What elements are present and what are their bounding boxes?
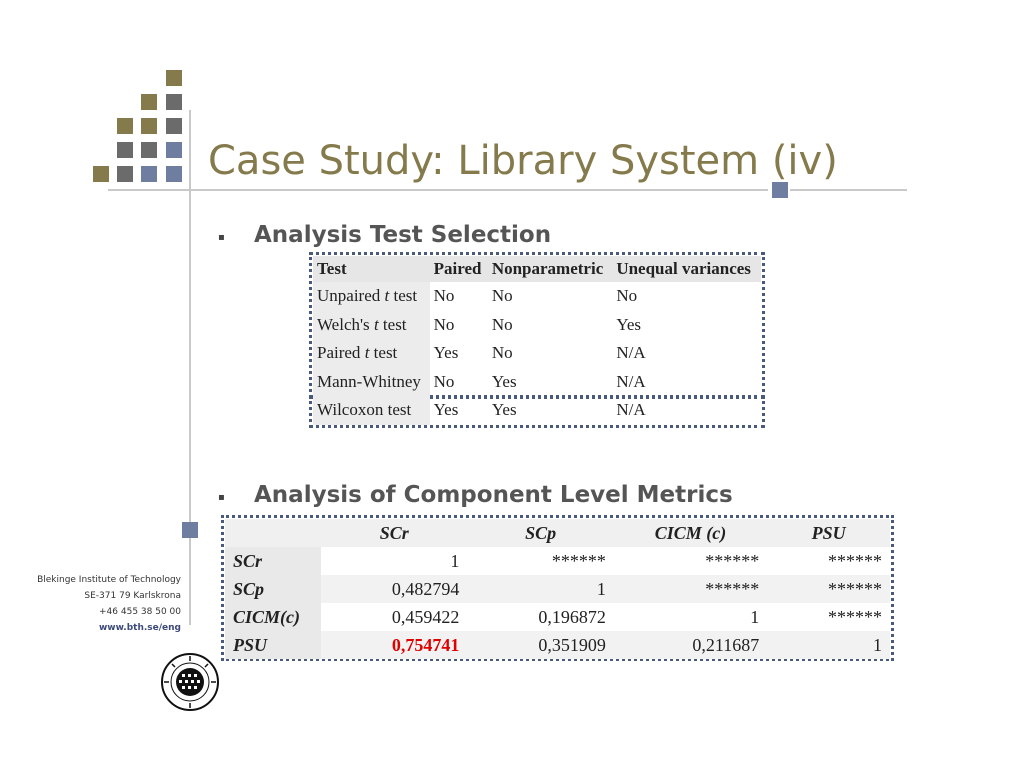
header-nonparametric: Nonparametric <box>488 256 612 282</box>
deco-square <box>117 118 133 134</box>
title-underline-left <box>108 189 768 191</box>
metric-cell: ****** <box>551 550 606 571</box>
footer-website-link[interactable]: www.bth.se/eng <box>98 623 181 633</box>
footer-institution: Blekinge Institute of Technology <box>37 575 181 585</box>
paired-cell: No <box>433 286 455 306</box>
footer-address: SE-371 79 Karlskrona <box>84 591 181 601</box>
metric-cell: 1 <box>450 550 460 571</box>
deco-square <box>141 166 157 182</box>
deco-square <box>141 142 157 158</box>
deco-square <box>166 94 182 110</box>
unequal-cell: Yes <box>616 314 642 334</box>
table-row <box>313 311 761 340</box>
deco-square <box>117 142 133 158</box>
title-underline-right <box>790 189 907 191</box>
table-row <box>225 603 890 631</box>
nonparametric-cell: No <box>491 286 513 306</box>
header-unequal-variances: Unequal variances <box>612 256 761 282</box>
table-row <box>225 631 890 659</box>
row-label: CICM(c) <box>225 603 321 631</box>
paired-cell: No <box>433 314 455 334</box>
unequal-cell: N/A <box>616 400 646 420</box>
table-row <box>313 339 761 368</box>
deco-square <box>166 166 182 182</box>
bullet-marker: ▪ <box>218 492 225 503</box>
table-row <box>225 575 890 603</box>
deco-square <box>166 70 182 86</box>
header-test: Test <box>313 256 430 282</box>
title-accent-square <box>772 182 788 198</box>
metric-cell: ****** <box>705 550 760 571</box>
bullet-marker: ▪ <box>218 232 225 243</box>
unequal-cell: No <box>616 286 638 306</box>
nonparametric-cell: Yes <box>491 371 517 391</box>
metric-cell: ****** <box>828 606 882 627</box>
metric-cell: 0,196872 <box>538 606 606 627</box>
header-scr: SCr <box>321 519 467 547</box>
table-row <box>313 368 761 397</box>
metric-cell: 1 <box>767 631 890 659</box>
metric-cell: 0,459422 <box>391 606 460 627</box>
test-name-cell: Mann-Whitney <box>313 368 430 397</box>
header-paired: Paired <box>430 256 488 282</box>
metric-cell: 0,211687 <box>614 631 767 659</box>
nonparametric-cell: No <box>491 343 513 363</box>
test-name-cell: Welch's t test <box>313 311 430 340</box>
deco-square <box>141 94 157 110</box>
table-header-row <box>313 256 761 282</box>
metric-cell: 1 <box>750 606 760 627</box>
table-row <box>313 282 761 311</box>
paired-cell: No <box>433 371 455 391</box>
table-row <box>313 396 761 425</box>
header-cicm: CICM (c) <box>614 519 767 547</box>
unequal-cell: N/A <box>616 343 646 363</box>
header-scp: SCp <box>467 519 613 547</box>
component-metrics-table <box>225 519 890 659</box>
highlighted-metric-cell: 0,754741 <box>321 631 467 659</box>
metric-cell: 1 <box>467 575 613 603</box>
metric-cell: 0,482794 <box>321 575 467 603</box>
test-name-cell: Paired t test <box>313 339 430 368</box>
metrics-header-row <box>225 519 890 547</box>
metric-cell: ****** <box>614 575 767 603</box>
deco-square <box>93 166 109 182</box>
deco-square <box>166 142 182 158</box>
deco-square <box>141 118 157 134</box>
metric-cell: 0,351909 <box>467 631 613 659</box>
paired-cell: Yes <box>433 343 459 363</box>
section-heading-component-metrics: Analysis of Component Level Metrics <box>254 482 733 508</box>
test-name-cell: Wilcoxon test <box>313 396 430 425</box>
header-corner <box>225 519 321 547</box>
side-accent-square <box>182 522 198 538</box>
nonparametric-cell: No <box>491 314 513 334</box>
paired-cell: Yes <box>433 400 459 420</box>
footer-phone: +46 455 38 50 00 <box>99 607 181 617</box>
test-selection-table <box>313 256 761 425</box>
nonparametric-cell: Yes <box>491 400 517 420</box>
vertical-divider <box>189 110 191 625</box>
row-label: PSU <box>225 631 321 659</box>
header-psu: PSU <box>767 519 890 547</box>
section-heading-test-selection: Analysis Test Selection <box>254 222 552 248</box>
unequal-cell: N/A <box>616 371 646 391</box>
test-name-cell: Unpaired t test <box>313 282 430 311</box>
bth-seal-logo <box>160 652 220 712</box>
row-label: SCp <box>225 575 321 603</box>
table-row <box>225 547 890 575</box>
slide-title: Case Study: Library System (iv) <box>208 138 838 184</box>
row-label: SCr <box>225 547 321 575</box>
metric-cell: ****** <box>767 575 890 603</box>
metric-cell: ****** <box>828 550 882 571</box>
deco-square <box>166 118 182 134</box>
deco-square <box>117 166 133 182</box>
